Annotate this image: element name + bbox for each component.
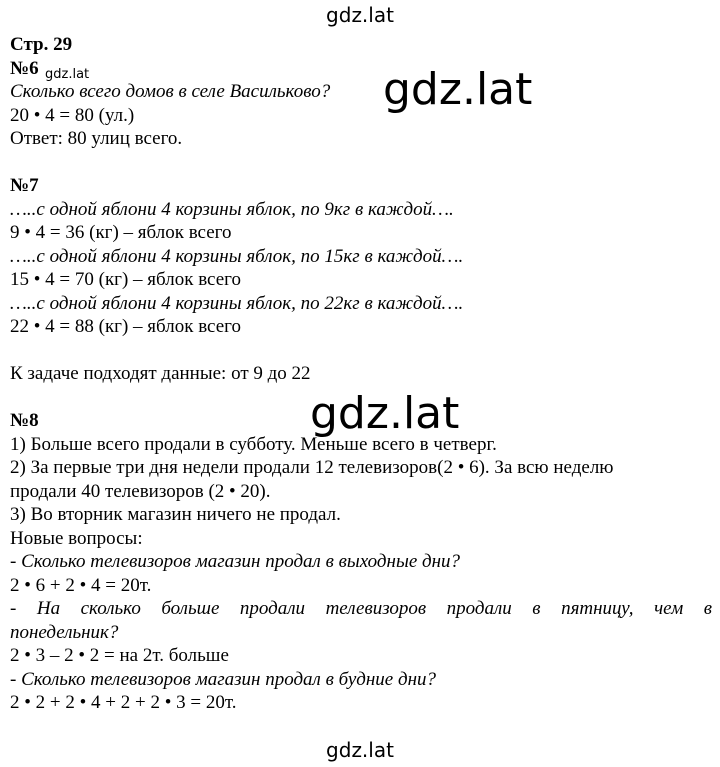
solution-content [10,33,712,715]
watermark-large-1: gdz.lat [383,64,533,115]
task7-answer-1: 9 • 4 = 36 (кг) – яблок всего [10,222,232,243]
watermark-small: gdz.lat [45,67,90,82]
task6-number: №6 [10,57,39,79]
task8-question-2: - На сколько больше продали телевизоров продали в пятницу, чем в [10,598,712,619]
watermark-bottom: gdz.lat [326,738,394,762]
task8-answer-2: 2 • 3 – 2 • 2 = на 2т. больше [10,645,229,666]
page-header: Стр. 29 [10,34,73,55]
task8-point-1: 1) Больше всего продали в субботу. Меньше всего в четверг. [10,433,497,455]
watermark-large-2: gdz.lat [310,388,460,439]
task8-answer-1: 2 • 6 + 2 • 4 = 20т. [10,574,152,596]
task7-answer-3: 22 • 4 = 88 (кг) – яблок всего [10,316,241,337]
task6-answer: Ответ: 80 улиц всего. [10,128,183,149]
task8-point-2-cont: продали 40 телевизоров (2 • 20). [10,480,271,502]
task7-answer-2: 15 • 4 = 70 (кг) – яблок всего [10,269,241,290]
task8-question-3: - Сколько телевизоров магазин продал в будние дни? [10,668,437,690]
task8-point-2: 2) За первые три дня недели продали 12 телевизоров(2 • 6). За всю неделю [10,457,614,478]
task7-question-2: …..с одной яблони 4 корзины яблок, по 15кг в каждой…. [10,245,464,267]
watermark-top: gdz.lat [326,3,394,27]
task8-point-3: 3) Во вторник магазин ничего не продал. [10,504,341,525]
task8-number: №8 [10,410,39,431]
task7-question-3: …..с одной яблони 4 корзины яблок, по 22кг в каждой…. [10,292,464,314]
task8-question-2-cont: понедельник? [10,621,119,643]
task8-new-questions-label: Новые вопросы: [10,527,143,549]
task6-question: Сколько всего домов в селе Васильково? [10,81,331,102]
spacer [10,339,712,363]
task7-number: №7 [10,175,39,196]
task6-calc: 20 • 4 = 80 (ул.) [10,104,135,126]
task7-question-1: …..с одной яблони 4 корзины яблок, по 9кг в каждой…. [10,198,454,220]
task7-conclusion: К задаче подходят данные: от 9 до 22 [10,363,311,384]
task8-question-1: - Сколько телевизоров магазин продал в выходные дни? [10,551,461,572]
spacer [10,151,712,175]
task8-answer-3: 2 • 2 + 2 • 4 + 2 + 2 • 3 = 20т. [10,692,237,713]
